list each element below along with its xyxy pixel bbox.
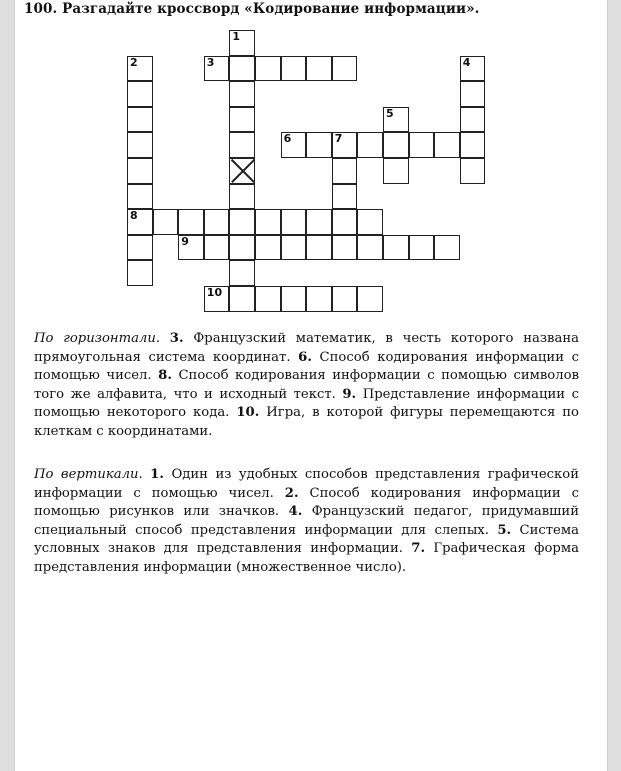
crossword-cell-number: 2 [130,55,138,69]
crossword-cell[interactable] [332,132,358,158]
crossword-cell[interactable] [357,235,383,261]
clue-text: Один из удобных способов представления графической информации с помощью чисел. [34,467,580,501]
crossword-cell[interactable] [434,132,460,158]
crossword-cell[interactable] [357,209,383,235]
crossword-cell[interactable] [306,56,332,82]
crossword-cell[interactable] [127,56,153,82]
crossword-cell[interactable] [204,286,230,312]
crossword-cell[interactable] [383,235,409,261]
crossword-cell[interactable] [332,235,358,261]
crossword-cell[interactable] [434,235,460,261]
crossword-cell[interactable] [255,209,281,235]
crossword-cell[interactable] [229,56,255,82]
clue-number: 5. [497,522,512,538]
clue-number: 1. [150,467,164,482]
crossword-cell[interactable] [229,260,255,286]
clue-number: 10. [236,405,260,421]
crossword-cell[interactable] [281,209,307,235]
crossword-cell[interactable] [332,56,358,82]
crossword-cell[interactable] [127,107,153,133]
crossword-cell-number: 8 [130,209,138,223]
crossword-cell[interactable] [357,132,383,158]
crossword-cell[interactable] [178,209,204,235]
crossword-cell-number: 5 [386,106,394,120]
crossword-cell[interactable] [229,286,255,312]
crossword-cell-number: 1 [232,30,241,43]
crossword-cell[interactable] [127,81,153,107]
crossword-cell[interactable] [229,235,255,261]
clue-number: 2. [284,485,299,501]
clue-text: Французский педагог, придумавший специальный способ представления информации для слепых. [34,504,579,538]
crossword-cell[interactable] [229,209,255,235]
crossword-cell[interactable] [332,286,358,312]
crossword-cell[interactable] [409,235,435,261]
crossword-cell-number: 4 [462,55,471,69]
clue-number: 3. [169,331,184,346]
clue-text: Способ кодирования информации с помощью чисел. [34,349,579,384]
clue-text: Система условных знаков для представления информации. [34,522,579,557]
crossword-cell[interactable] [281,132,307,158]
exercise-title-text: Разгадайте кроссворд «Кодирование информации». [62,1,480,17]
crossword-cell[interactable] [127,209,153,235]
crossword-cell[interactable] [409,132,435,158]
crossword-cell[interactable] [332,184,358,210]
crossword-cell[interactable] [332,158,358,184]
crossword-cell[interactable] [127,158,153,184]
crossword-cell[interactable] [255,286,281,312]
crossword-cell[interactable] [460,56,486,82]
clue-number: 7. [411,541,426,557]
clue-text: Способ кодирования информации с помощью рисунков или значков. [34,485,579,520]
crossword-cell[interactable] [204,235,230,261]
crossword-cell[interactable] [229,107,255,133]
crossword-cell[interactable] [229,81,255,107]
crossword-cell[interactable] [281,235,307,261]
crossword-cell[interactable] [332,209,358,235]
crossword-cell[interactable] [306,235,332,261]
crossword-cell[interactable] [204,209,230,235]
crossword-cell[interactable] [460,132,486,158]
clue-number: 4. [288,504,303,520]
clue-text: Способ кодирования информации с помощью символов того же алфавита, что и исходный текст. [34,368,579,402]
clue-text: Игра, в которой фигуры перемещаются по клеткам с координатами. [34,405,579,439]
clue-number: 9. [342,386,357,402]
crossword-cell-blocked[interactable] [229,158,255,184]
crossword-cell-number: 10 [206,286,223,299]
crossword-cell[interactable] [460,81,486,107]
crossword-cell-number: 7 [334,132,343,146]
clue-text: Представление информации с помощью некоторого кода. [34,386,579,421]
crossword-cell[interactable] [383,132,409,158]
crossword-cell[interactable] [229,132,255,158]
vertical-clues [34,466,579,578]
crossword-cell[interactable] [127,235,153,261]
crossword-cell[interactable] [460,107,486,133]
crossword-cell[interactable] [127,260,153,286]
crossword-cell[interactable] [357,286,383,312]
crossword-cell[interactable] [306,132,332,158]
crossword-cell[interactable] [127,184,153,210]
crossword-cell-number: 3 [206,55,215,69]
crossword-cell[interactable] [383,107,409,133]
crossword-cell[interactable] [229,184,255,210]
clue-number: 8. [158,368,172,384]
crossword-cell-number: 9 [181,234,189,248]
vertical-header: По вертикали. [34,467,143,482]
horizontal-header: По горизонтали. [34,331,161,346]
crossword-cell[interactable] [306,286,332,312]
horizontal-clues [34,330,579,442]
exercise-number: 100. [24,1,58,17]
crossword-cell-number: 6 [283,132,292,146]
crossword-cell[interactable] [255,56,281,82]
crossword-grid [0,0,621,330]
crossword-cell[interactable] [153,209,179,235]
crossword-cell[interactable] [204,56,230,82]
crossword-cell[interactable] [281,286,307,312]
clue-text: Французский математик, в честь которого названа прямоугольная система координат. [34,331,579,365]
crossword-cell[interactable] [229,30,255,56]
crossword-cell[interactable] [306,209,332,235]
crossword-cell[interactable] [281,56,307,82]
crossword-cell[interactable] [383,158,409,184]
crossword-cell[interactable] [460,158,486,184]
crossword-cell[interactable] [178,235,204,261]
crossword-cell[interactable] [255,235,281,261]
clue-number: 6. [298,349,312,365]
crossword-cell[interactable] [127,132,153,158]
clue-text: Графическая форма представления информации (множественное число). [34,541,579,575]
